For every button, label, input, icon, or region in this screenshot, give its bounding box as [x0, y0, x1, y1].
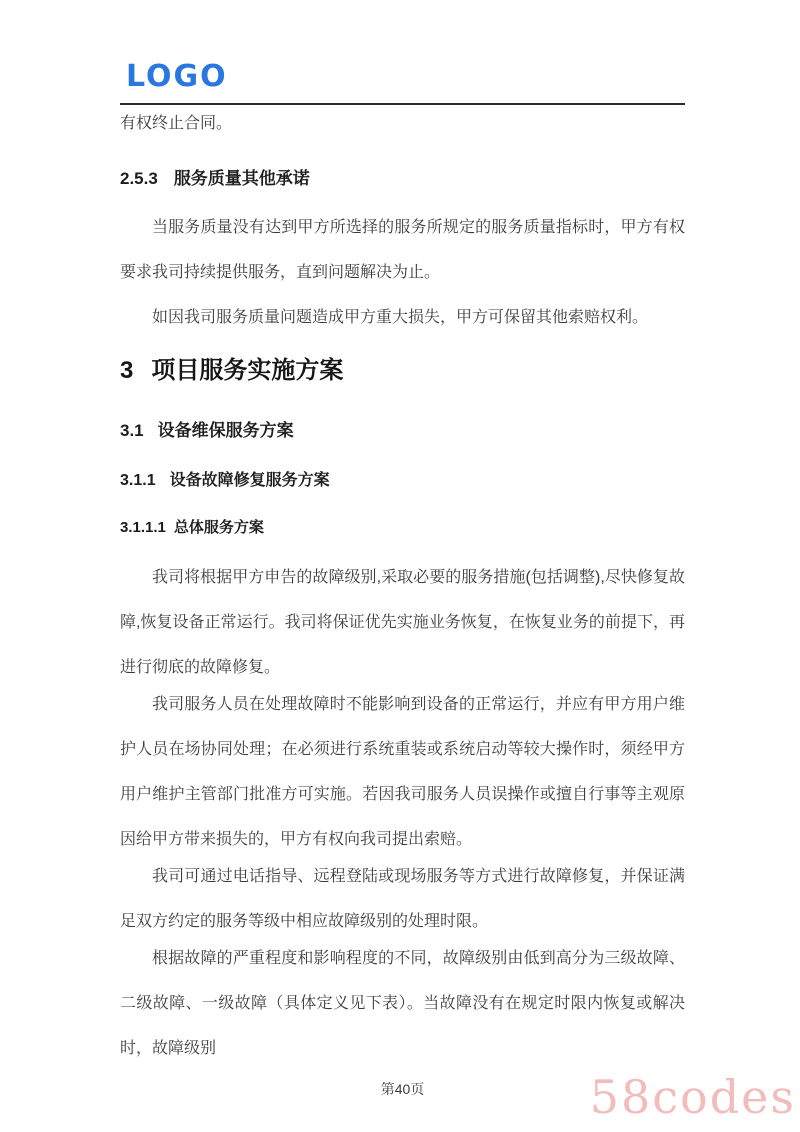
paragraph-service-1: 我司将根据甲方申告的故障级别,采取必要的服务措施(包括调整),尽快修复故障,恢复设备正常运行。我司将保证优先实施业务恢复，在恢复业务的前提下，再进行彻底的故障修复。 — [120, 569, 685, 676]
paragraph-service-4: 根据故障的严重程度和影响程度的不同，故障级别由低到高分为三级故障、二级故障、一级故障（具体定义见下表）。当故障没有在规定时限内恢复或解决时，故障级别 — [120, 950, 685, 1057]
heading-number: 3.1 — [120, 421, 144, 440]
continued-paragraph: 有权终止合同。 — [120, 115, 233, 132]
heading-number: 2.5.3 — [120, 169, 158, 188]
watermark: 58codes — [589, 1070, 796, 1124]
content-column — [120, 0, 685, 1099]
page-header — [120, 0, 685, 105]
heading-3-1-1-1 — [120, 517, 685, 538]
heading-number: 3 — [120, 357, 134, 384]
heading-2-5-3 — [120, 167, 685, 191]
heading-title: 设备故障修复服务方案 — [169, 472, 330, 489]
heading-number: 3.1.1.1 — [120, 519, 166, 536]
heading-title: 总体服务方案 — [173, 519, 264, 536]
page-number: 第40页 — [380, 1081, 425, 1097]
heading-title: 服务质量其他承诺 — [173, 169, 310, 188]
heading-title: 设备维保服务方案 — [157, 421, 294, 440]
paragraph-quality-1: 当服务质量没有达到甲方所选择的服务所规定的服务质量指标时，甲方有权要求我司持续提供服务，直到问题解决为止。 — [120, 219, 685, 281]
paragraph-service-2: 我司服务人员在处理故障时不能影响到设备的正常运行，并应有甲方用户维护人员在场协同处理；在必须进行系统重装或系统启动等较大操作时，须经甲方用户维护主管部门批准方可实施。若因我司服务人员误操作或擅自行事等主观原因给甲方带来损失的，甲方有权向我司提出索赔。 — [120, 696, 685, 848]
paragraph-quality-2: 如因我司服务质量问题造成甲方重大损失，甲方可保留其他索赔权利。 — [152, 309, 649, 326]
company-logo: LOGO — [126, 59, 228, 94]
paragraph-service-3: 我司可通过电话指导、远程登陆或现场服务等方式进行故障修复，并保证满足双方约定的服务等级中相应故障级别的处理时限。 — [120, 868, 685, 930]
heading-title: 项目服务实施方案 — [151, 357, 344, 384]
heading-number: 3.1.1 — [120, 472, 156, 489]
heading-3-1 — [120, 419, 685, 443]
heading-3-1-1 — [120, 469, 685, 492]
heading-3 — [120, 354, 685, 388]
